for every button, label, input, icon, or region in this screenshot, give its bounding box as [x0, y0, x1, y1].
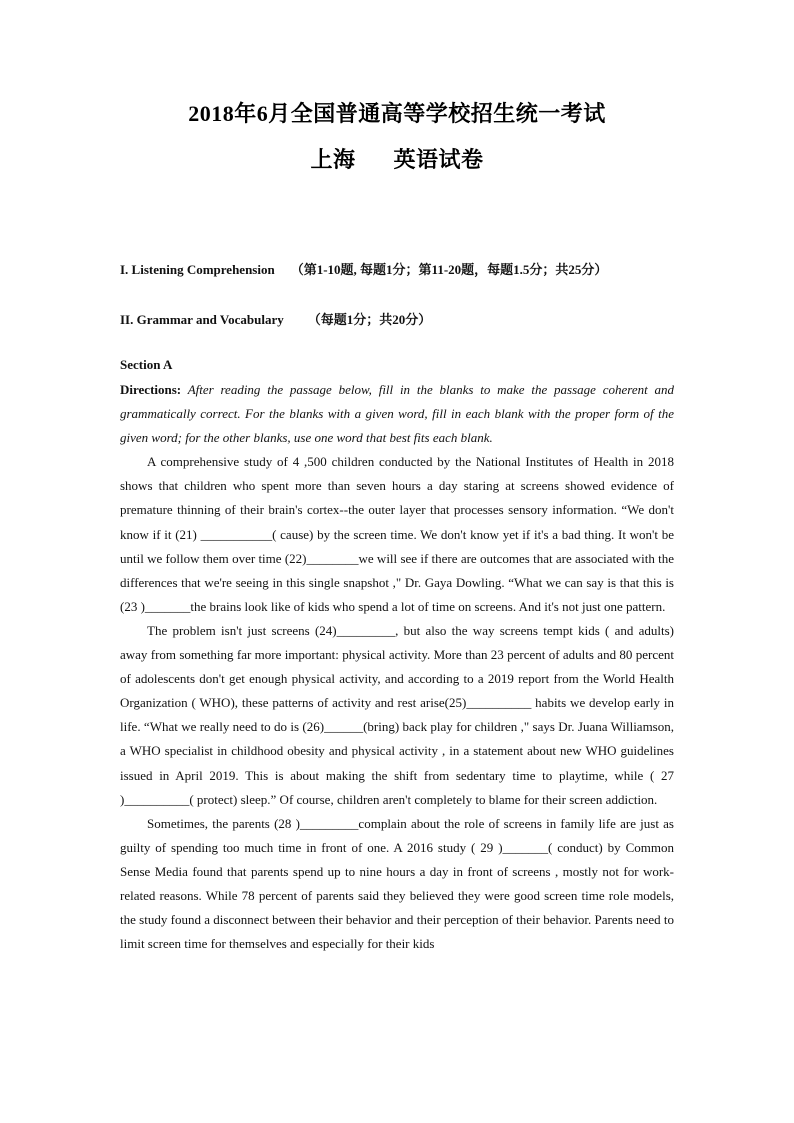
exam-subtitle — [0, 143, 794, 174]
exam-region: 上海 — [310, 147, 356, 172]
part-two-heading — [120, 309, 431, 328]
directions — [120, 378, 674, 450]
part-one-note: （第1-10题, 每题1分；第11-20题，每题1.5分；共25分） — [290, 262, 608, 277]
part-one-heading — [120, 259, 607, 278]
passage-paragraph-1: A comprehensive study of 4 ,500 children conducted by the National Institutes of Health in 2018 shows that children who spent more than seven hours a day staring at screens showed evidence of premature thinning of their brain's cortex--the outer layer that processes sensory information. “We don't know if it (21) ___________( cause) by the screen time. We don't know yet if it's a bad thing. It won't be until we follow them over time (22)________we will see if there are outcomes that are associated with the differences that we're seeing in this single snapshot ," Dr. Gaya Dowling. “What we can say is that this is (23 )_______the brains look like of kids who spend a lot of time on screens. And it's not just one pattern. — [120, 454, 674, 614]
part-one-label: I. Listening Comprehension — [120, 262, 275, 277]
exam-title-text: 2018年6月全国普通高等学校招生统一考试 — [188, 101, 606, 126]
exam-subject: 英语试卷 — [393, 147, 484, 172]
exam-title — [0, 97, 794, 128]
section-label: Section A — [120, 357, 173, 372]
section-heading — [120, 357, 172, 373]
directions-label: Directions: — [120, 382, 182, 397]
part-two-label: II. Grammar and Vocabulary — [120, 312, 284, 327]
passage-paragraph-3: Sometimes, the parents (28 )_________complain about the role of screens in family life are just as guilty of spending too much time in front of one. A 2016 study ( 29 )_______( conduct) by Common Sense Media found that parents spend up to nine hours a day in front of screens , mostly not for work-related reasons. While 78 percent of parents said they believed they were good screen time role models, the study found a disconnect between their behavior and their perception of their behavior. Parents need to limit screen time for themselves and especially for their kids — [120, 815, 674, 952]
directions-text: After reading the passage below, fill in the blanks to make the passage coherent and grammatically correct. For the blanks with a given word, fill in each blank with the proper form of the given word; for the other blanks, use one word that best fits each blank. — [120, 382, 674, 446]
passage-paragraph-2: The problem isn't just screens (24)_________, but also the way screens tempt kids ( and adults) away from something far more important: physical activity. More than 23 percent of adults and 80 percent of adolescents don't get enough physical activity, and according to a 2019 report from the World Health Organization ( WHO), these patterns of activity and rest arise(25)__________ habits we develop early in life. “What we really need to do is (26)______(bring) back play for children ," says Dr. Juana Williamson, a WHO specialist in childhood obesity and physical activity , in a statement about new WHO guidelines issued in April 2019. This is about making the shift from sedentary time to playtime, while ( 27 )__________( protect) sleep.” Of course, children aren't completely to blame for their screen addiction. — [120, 622, 674, 807]
passage-body — [120, 378, 674, 956]
part-two-note: （每题1分；共20分） — [307, 312, 432, 327]
